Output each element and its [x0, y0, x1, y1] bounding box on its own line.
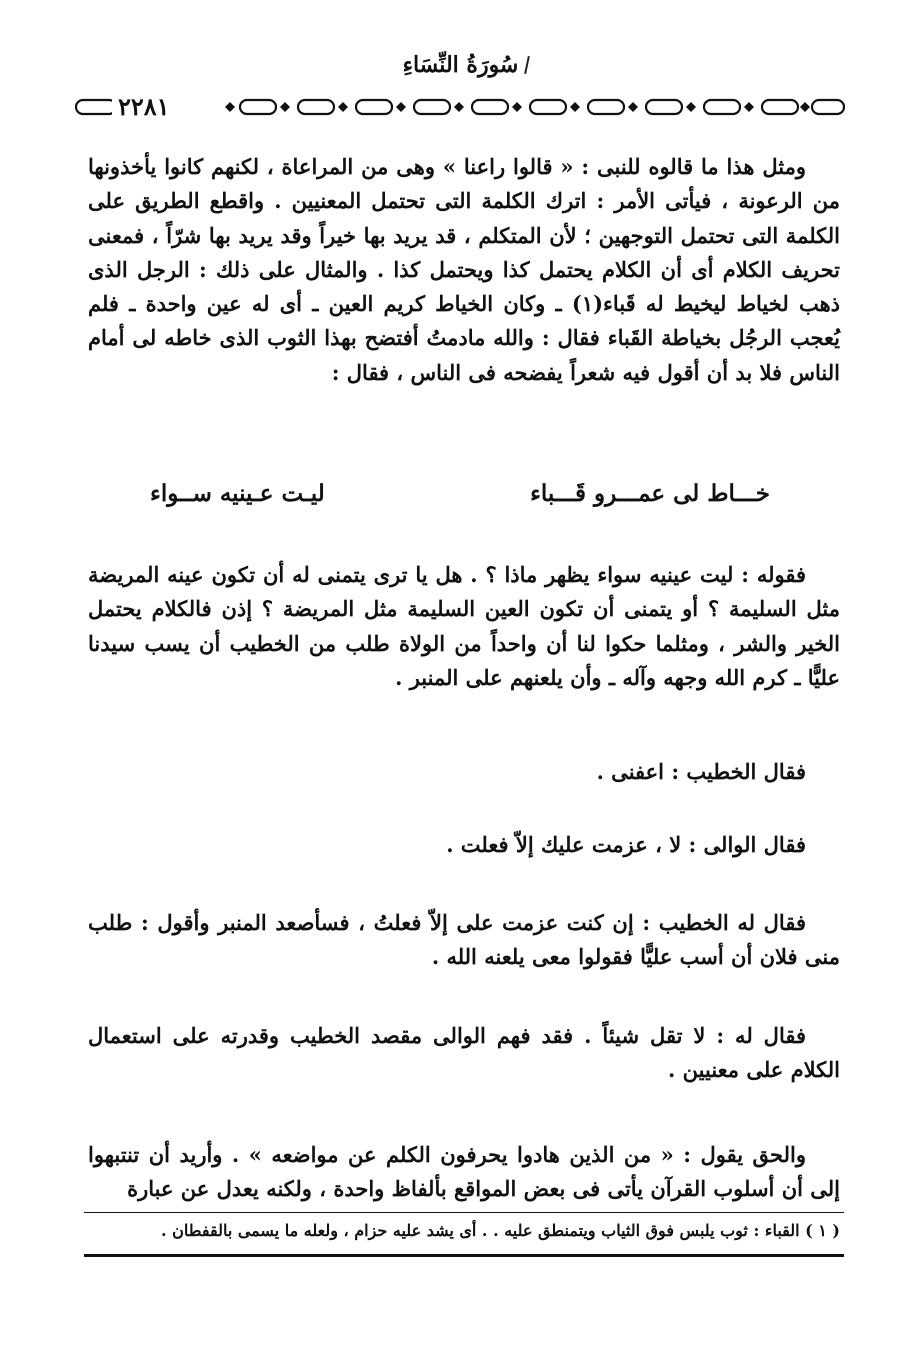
paragraph-text: والحق يقول : « من الذين هادوا يحرفون الكلم عن مواضعه » . وأريد أن تنتبهوا إلى أن أسلوب القرآن يأتى فى بعض المواقع بألفاظ واحدة ، ولكنه يعدل عن عبارة — [88, 1142, 840, 1202]
paragraph-text: ومثل هذا ما قالوه للنبى : « قالوا راعنا » وهى من المراعاة ، لكنهم كانوا يأخذونها من الرعونة ، فيأتى الأمر : اترك الكلمة التى تحتمل المعنيين . واقطع الطريق على الكلمة التى تحتمل التوجهين ؛ لأن المتكلم ، قد يريد بها خيراً وقد يريد بها شرّاً ، فمعنى تحريف الكلام أى أن الكلام يحتمل كذا ويحتمل كذا . والمثال على ذلك : الرجل الذى ذهب لخياط ليخيط له قَباء(١) ـ وكان الخياط كريم العين ـ أى له عين واحدة ـ فلم يُعجب الرجُل بخياطة القَباء فقال : والله مادمتُ أفتضح بهذا الثوب الذى خاطه لى أمام الناس فلا بد أن أقول فيه شعراً يفضحه فى الناس ، فقال : — [88, 154, 840, 385]
page-bottom-rule — [84, 1254, 844, 1257]
footnote-divider — [84, 1212, 844, 1213]
page-number: ٢٢٨١ — [112, 92, 176, 121]
ornament-border — [72, 94, 848, 120]
paragraph-6 — [88, 1019, 840, 1088]
footnote: ( ١ ) القباء : ثوب يلبس فوق الثياب ويتمنطق عليه . . أى يشد عليه حزام ، ولعله ما يسمى بالقفطان . — [160, 1221, 840, 1240]
paragraph-5 — [88, 906, 840, 975]
paragraph-4 — [88, 828, 840, 862]
paragraph-1 — [88, 150, 840, 390]
paragraph-2 — [88, 558, 840, 695]
verse-hemistich-first: خـــاط لى عمـــرو قَـــباء — [530, 480, 770, 507]
paragraph-text: فقال له : لا تقل شيئاً . فقد فهم الوالى مقصد الخطيب وقدرته على استعمال الكلام على معنيين . — [88, 1023, 840, 1083]
paragraph-text: فقال الوالى : لا ، عزمت عليك إلاّ فعلت . — [446, 832, 806, 857]
paragraph-text: فقال الخطيب : اعفنى . — [596, 759, 806, 784]
verse-hemistich-second: ليـت عـينيه ســواء — [150, 480, 325, 507]
poetry-verse — [150, 480, 770, 520]
paragraph-text: فقال له الخطيب : إن كنت عزمت على إلاّ فعلتُ ، فسأصعد المنبر وأقول : طلب منى فلان أن أسب عليًّا فقولوا معى يلعنه الله . — [88, 910, 840, 970]
paragraph-7 — [88, 1138, 840, 1207]
paragraph-text: فقوله : ليت عينيه سواء يظهر ماذا ؟ . هل يا ترى يتمنى له أن تكون عينه المريضة مثل السليمة ؟ أو يتمنى أن تكون العين السليمة مثل المريضة ؟ إذن فالكلام يحتمل الخير والشر ، ومثلما حكوا لنا أن واحداً من الولاة طلب من الخطيب أن يسب سيدنا عليًّا ـ كرم الله وجهه وآله ـ وأن يلعنهم على المنبر . — [88, 562, 840, 690]
surah-title: سُورَةُ النِّسَاءِ — [402, 52, 519, 78]
paragraph-3 — [88, 755, 840, 789]
